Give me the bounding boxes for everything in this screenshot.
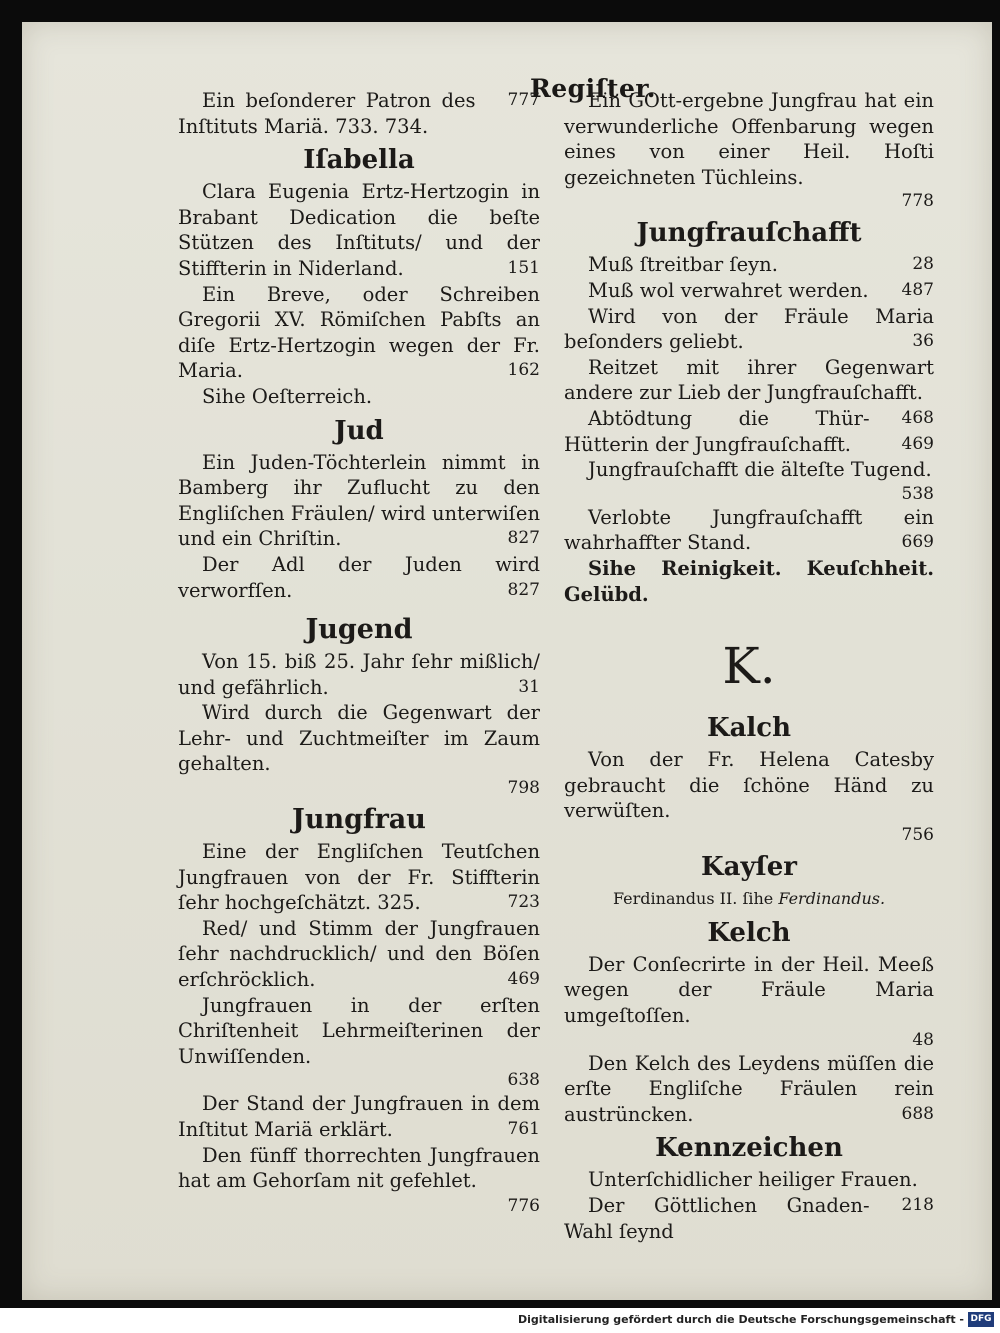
index-entry: Jungfrauen in der erſten Chriſtenheit Lehrmeiſterinen der Unwiſſenden. 638 <box>178 993 540 1091</box>
index-heading: Jungfrau <box>292 804 426 836</box>
index-entry: Eine der Engliſchen Teutſchen Jungfrauen von der Fr. Stiffterin ſehr hochgeſchätzt. 325. 723 <box>178 840 540 915</box>
index-entry: Den Kelch des Leydens müſſen die erſte Engliſche Fräulen rein austrüncken. 688 <box>564 1051 934 1126</box>
index-heading: Kelch <box>707 917 791 948</box>
index-entry: Unterſchidlicher heiliger Frauen. 218 <box>564 1167 934 1193</box>
index-entry: Von der Fr. Helena Catesby gebraucht die ſchöne Händ zu verwüſten. 756 <box>564 748 934 845</box>
index-entry: Der Stand der Jungfrauen in dem Inſtitut Mariä erklärt. 761 <box>178 1092 540 1141</box>
page-ref: 468 <box>901 407 934 428</box>
page-ref: 776 <box>507 1195 540 1216</box>
page-ref: 31 <box>518 676 540 697</box>
page-ref: 151 <box>507 257 540 278</box>
index-heading: Kayſer <box>701 851 797 882</box>
index-entry: Der Conſecrirte in der Heil. Meeß wegen der Fräule Maria umgeſtoſſen. 48 <box>564 952 934 1050</box>
index-entry: Jungfrauſchafft die älteſte Tugend. 538 <box>564 457 934 505</box>
footer-credit: Digitalisierung gefördert durch die Deutsche Forschungsgemeinschaft - <box>517 1313 964 1326</box>
page-ref: 28 <box>912 254 934 275</box>
index-heading: Jugend <box>305 614 413 646</box>
index-entry: Sihe Oeſterreich. <box>202 384 373 408</box>
index-entry: Clara Eugenia Ertz-Hertzogin in Brabant Dedication die beſte Stützen des Inſtituts/ und der Stiffterin in Niderland. 151 <box>178 180 540 280</box>
index-entry: Wird von der Fräule Maria beſonders geliebt. 36 <box>564 304 934 354</box>
left-column <box>178 88 540 1219</box>
index-entry: Wird durch die Gegenwart der Lehr- und Zuchtmeiſter im Zaum gehalten. 798 <box>178 701 540 799</box>
page-ref: 487 <box>901 279 934 300</box>
index-entry: Ein GOtt-ergebne Jungfrau hat ein verwunderliche Offenbarung wegen eines von einer Heil. Hoſti gezeichneten Tüchleins. 778 <box>564 89 934 212</box>
index-entry: Der Göttlichen Gnaden-Wahl ſeynd <box>564 1194 870 1243</box>
index-entry: Abtödtung die Thür-Hütterin der Jungfrauſchafft. 469 <box>564 406 934 456</box>
page-ref: 778 <box>901 191 934 212</box>
index-entry: Der Adl der Juden wird verworfſen. 827 <box>178 552 540 602</box>
page-ref: 756 <box>901 824 934 845</box>
index-entry: Ein Juden-Töchterlein nimmt in Bamberg ihr Zuflucht zu den Engliſchen Fräulen/ wird unterwiſen und ein Chriſtin. 827 <box>178 450 540 551</box>
page-ref: 469 <box>901 433 934 454</box>
index-entry: Red/ und Stimm der Jungfrauen ſehr nachdrucklich/ und den Böſen erſchröcklich. 469 <box>178 916 540 992</box>
index-entry: Ferdinandus II. ſihe Ferdinandus. <box>612 888 886 908</box>
page-ref: 777 <box>507 90 540 110</box>
page-header-title: Regiſter. <box>530 74 656 103</box>
index-entry: Von 15. biß 25. Jahr ſehr mißlich/ und gefährlich. 31 <box>178 650 540 699</box>
page-ref: 218 <box>901 1195 934 1216</box>
index-entry: Verlobte Jungfrauſchafft ein wahrhaffter Stand. 669 <box>564 505 934 555</box>
index-heading: Iſabella <box>303 145 415 176</box>
index-entry: Muß ſtreitbar ſeyn. 28 <box>588 253 934 277</box>
right-column <box>564 88 934 1244</box>
index-heading: Kennzeichen <box>655 1133 843 1164</box>
page-ref: 48 <box>912 1029 934 1050</box>
index-entry: Muß wol verwahret werden. 487 <box>588 278 934 302</box>
index-heading: Jud <box>334 415 384 446</box>
index-entry: Reitzet mit ihrer Gegenwart andere zur Lieb der Jungfrauſchafft. 468 <box>564 355 934 406</box>
section-letter: K. <box>722 637 776 696</box>
page-ref: 827 <box>507 579 540 600</box>
page-ref: 798 <box>507 778 540 799</box>
page-ref: 538 <box>901 483 934 504</box>
index-entry: 777 Ein beſonderer Patron des Inſtituts Mariä. 733. 734. <box>178 89 540 138</box>
page-ref: 162 <box>507 360 540 381</box>
page-ref: 469 <box>507 969 540 990</box>
page-ref: 688 <box>901 1103 934 1124</box>
index-heading: Jungfrauſchafft <box>636 218 862 249</box>
page-ref: 827 <box>507 528 540 549</box>
footer-bar <box>0 1308 1000 1333</box>
index-entry: Den fünff thorrechten Jungfrauen hat am Gehorſam nit gefehlet. 776 <box>178 1143 540 1194</box>
page-ref: 761 <box>507 1119 540 1139</box>
page-ref: 723 <box>507 892 540 913</box>
page-ref: 669 <box>901 532 934 553</box>
index-heading: Kalch <box>706 713 792 744</box>
index-entry: Ein Breve, oder Schreiben Gregorii XV. Römiſchen Pabſts an diſe Ertz-Hertzogin wegen der Fr. Maria. 162 <box>178 282 540 383</box>
dfg-logo-icon: DFG <box>968 1312 994 1327</box>
index-entry: Sihe Reinigkeit. Keuſchheit. Gelübd. <box>564 556 934 606</box>
page-ref: 36 <box>912 331 934 352</box>
page-ref: 638 <box>507 1070 540 1091</box>
